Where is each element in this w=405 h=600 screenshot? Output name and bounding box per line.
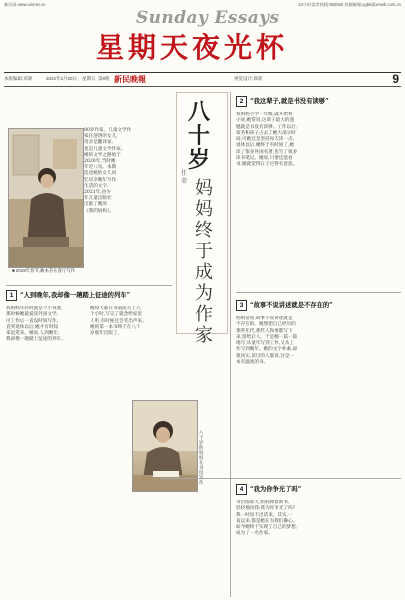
section-2-heading: 2 “我这辈子,就是书没有读够” [236,96,329,107]
website-label: 新民网 www.xinmin.cn [4,2,46,7]
title-age: 八十岁 [188,99,211,173]
section-4-heading: 4 “我为你争光了吗” [236,484,301,495]
writing-photo-caption: 八十岁的妈妈在书房 作 [199,430,204,485]
section-1-heading: 1 “人到晚年,我却像一趟踏上征途的列车” [6,290,130,301]
editor-label: 本版编辑:邓源 [4,76,33,81]
headline: 妈妈终于成为作家 [195,178,213,346]
header-divider [4,72,401,73]
byline: 任荣 [181,170,188,185]
issue-page: 第9版 [98,76,110,81]
intro-blurb: 80岁作家、儿童文学作 家任溶溶的女儿, 母亲是翻译家, 也是儿童文学作家。 她的文学之路始于 2020年,当时她 年近八旬。本期 选登她的女儿回 忆母亲晚年写作 生活的文字, 2021年,由少 年儿童出版社 出版了她的 《我的妈妈》。 [84,128,132,214]
author-photo-illustration [9,129,83,267]
section-1-rule [6,285,172,286]
info-divider [4,86,401,87]
designer-label: 视觉设计:郑蕾 [234,76,263,81]
section-3-heading: 3 “故事不说讲述就是不存在的” [236,300,333,311]
column-divider [230,92,231,597]
section-3-rule [236,292,401,293]
issue-info-row [4,72,401,86]
section-2-body: 我妈妈小学一年级,就开始看 小说,她常说,这辈子最大的遗 憾就是书没有读够。工作以后, 家务和孩子占去了她大部分时 间,可她还是坚持每天读一点。 退休以后,她终于有时间了,她 读了很多外国名著,也写了很多 读书笔记。她说,只要还能看 书,她就觉得日子过得有意思。 [236,112,298,168]
section-4-body: 书出版那天,妈妈捧着新书, 轻轻地问我:我为你争光了吗? 我一时说不出话来。其实,一 直以来,都是她在为我们操心。 如今她终于实现了自己的梦想, 成为了一名作家。 [236,500,298,537]
section-title: 星期天夜光杯 [96,31,289,64]
section-3-body: 妈妈常说,故事不说讲述就是 不存在的。她想把自己经历的 那些年代,那些人和事都写下 来,留给后人。于是她一篇一篇 地写,从童年写到工作,又从工 作写到晚年。她的文字朴素,却 很真实,读过的人都说,这是一 本有温度的书。 [236,316,298,366]
camera-icon: ■ [12,268,15,273]
issue-weekday: 星期日 [82,76,96,81]
section-title-en: Sunday Essays [136,8,280,28]
section-4-rule [160,478,401,479]
section-1-body-col-a: 我妈妈年轻时就是个小说迷, 那时候她最爱读外国文学, 可工作后一直没时间写作。 直到退休以后,她才有时间 拿起笔来。她说,人到晚年, 我却像一趟踏上征途的列车。 [6,306,66,343]
page-number: 9 [392,72,399,86]
issue-date: 2022年3月20日 [46,76,78,81]
author-photo [8,128,84,268]
paper-logo: 新民晚報 [114,74,146,84]
section-1-body-col-b: 她每天都在书桌前写上几 个小时,写完了就念给家里 人听,有时候还会笑出声来。 她的第一本书终于在八十 岁那年出版了。 [90,306,147,337]
hotline-label: 24小时读者热线:962555 投稿邮箱:ygbk@xmwb.com.cn [298,2,401,7]
author-photo-caption: ■ 2019年春节,戴本芬在客厅写作 [12,268,76,273]
